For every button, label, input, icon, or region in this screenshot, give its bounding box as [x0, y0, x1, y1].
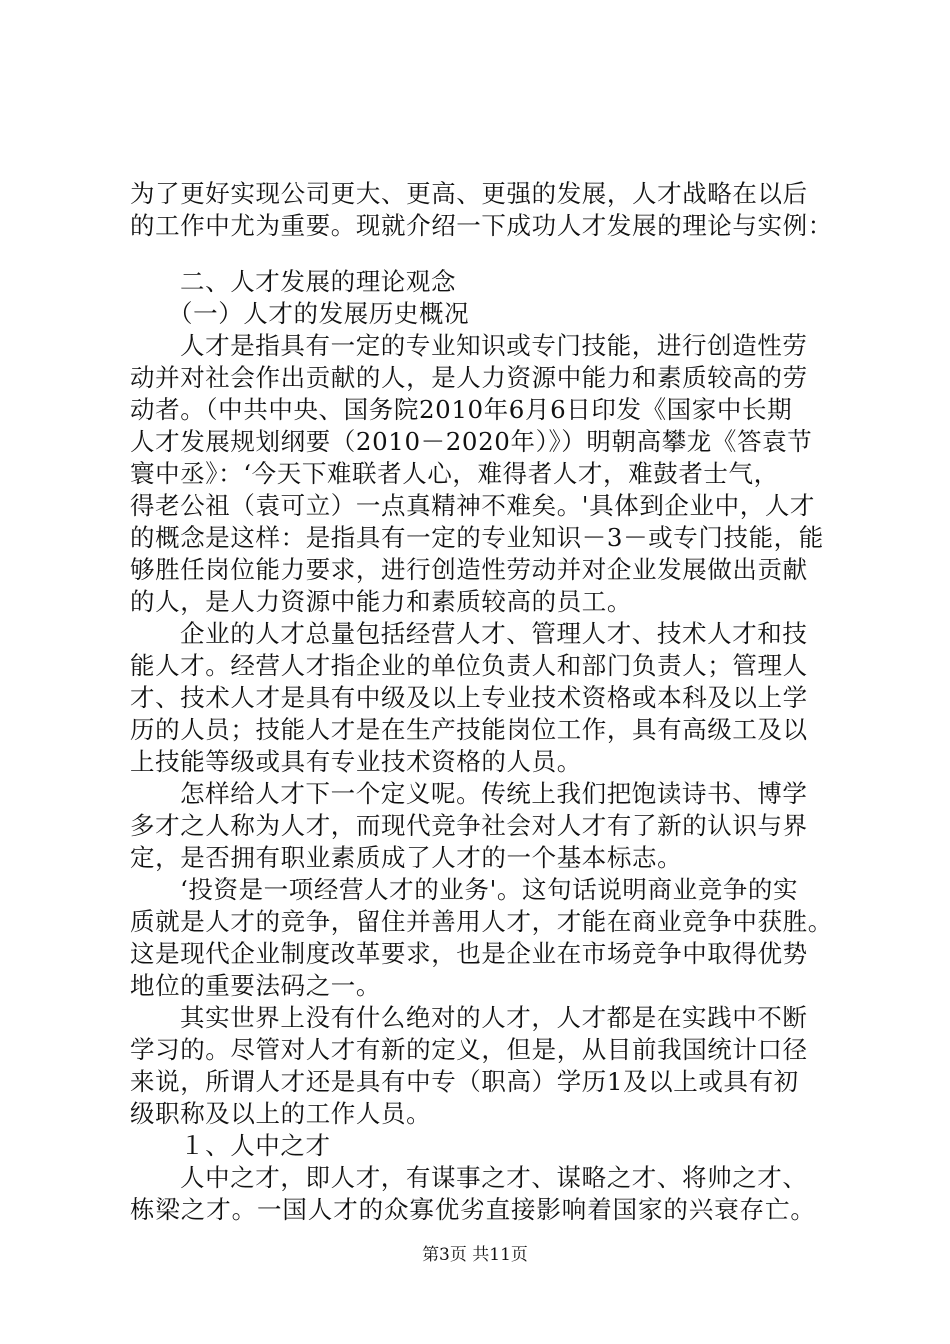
text-line: 能人才。经营人才指企业的单位负责人和部门负责人；管理人 — [130, 651, 808, 680]
numbered-heading: １、人中之才 — [180, 1131, 331, 1160]
text-line: 多才之人称为人才，而现代竞争社会对人才有了新的认识与界 — [130, 811, 808, 840]
text-line: 怎样给人才下一个定义呢。传统上我们把饱读诗书、博学 — [180, 779, 808, 808]
text-line: 才、技术人才是具有中级及以上专业技术资格或本科及以上学 — [130, 683, 808, 712]
text-line: 的工作中尤为重要。现就介绍一下成功人才发展的理论与实例： — [130, 211, 833, 240]
text-line: 人中之才，即人才，有谋事之才、谋略之才、将帅之才、 — [180, 1163, 808, 1192]
text-line: 的人，是人力资源中能力和素质较高的员工。 — [130, 587, 632, 616]
text-line: 质就是人才的竞争，留住并善用人才，才能在商业竞争中获胜。 — [130, 907, 833, 936]
text-line: 历的人员；技能人才是在生产技能岗位工作，具有高级工及以 — [130, 715, 808, 744]
text-line: 定，是否拥有职业素质成了人才的一个基本标志。 — [130, 843, 683, 872]
text-line: 其实世界上没有什么绝对的人才，人才都是在实践中不断 — [180, 1003, 808, 1032]
text-line: 寰中丞》：‘今天下难联者人心，难得者人才，难鼓者士气， — [130, 459, 779, 488]
text-line: 得老公祖（袁可立）一点真精神不难矣。'具体到企业中，人才 — [130, 491, 816, 520]
text-line: 人才发展规划纲要（2010－2020年）》）明朝高攀龙《答袁节 — [130, 427, 813, 456]
text-line: 地位的重要法码之一。 — [130, 971, 381, 1000]
text-line: 为了更好实现公司更大、更高、更强的发展，人才战略在以后 — [130, 179, 808, 208]
text-line: 的概念是这样：是指具有一定的专业知识－3－或专门技能，能 — [130, 523, 824, 552]
text-line: 这是现代企业制度改革要求，也是企业在市场竞争中取得优势 — [130, 939, 808, 968]
text-line: 人才是指具有一定的专业知识或专门技能，进行创造性劳 — [180, 331, 808, 360]
page-footer: 第3页 共11页 — [422, 1245, 528, 1265]
text-line: 栋梁之才。一国人才的众寡优劣直接影响着国家的兴衰存亡。 — [130, 1195, 816, 1224]
text-line: 动并对社会作出贡献的人，是人力资源中能力和素质较高的劳 — [130, 363, 808, 392]
text-line: 动者。（中共中央、国务院2010年6月6日印发《国家中长期 — [130, 395, 793, 424]
text-line: 级职称及以上的工作人员。 — [130, 1099, 432, 1128]
text-line: 够胜任岗位能力要求，进行创造性劳动并对企业发展做出贡献 — [130, 555, 808, 584]
text-line: 学习的。尽管对人才有新的定义，但是，从目前我国统计口径 — [130, 1035, 808, 1064]
text-line: 上技能等级或具有专业技术资格的人员。 — [130, 747, 582, 776]
subsection-heading: （一）人才的发展历史概况 — [168, 299, 470, 328]
text-line: 来说，所谓人才还是具有中专（职高）学历1及以上或具有初 — [130, 1067, 799, 1096]
text-line: ‘投资是一项经营人才的业务'。这句话说明商业竞争的实 — [180, 875, 799, 904]
section-heading: 二、人才发展的理论观念 — [180, 267, 457, 296]
text-line: 企业的人才总量包括经营人才、管理人才、技术人才和技 — [180, 619, 808, 648]
